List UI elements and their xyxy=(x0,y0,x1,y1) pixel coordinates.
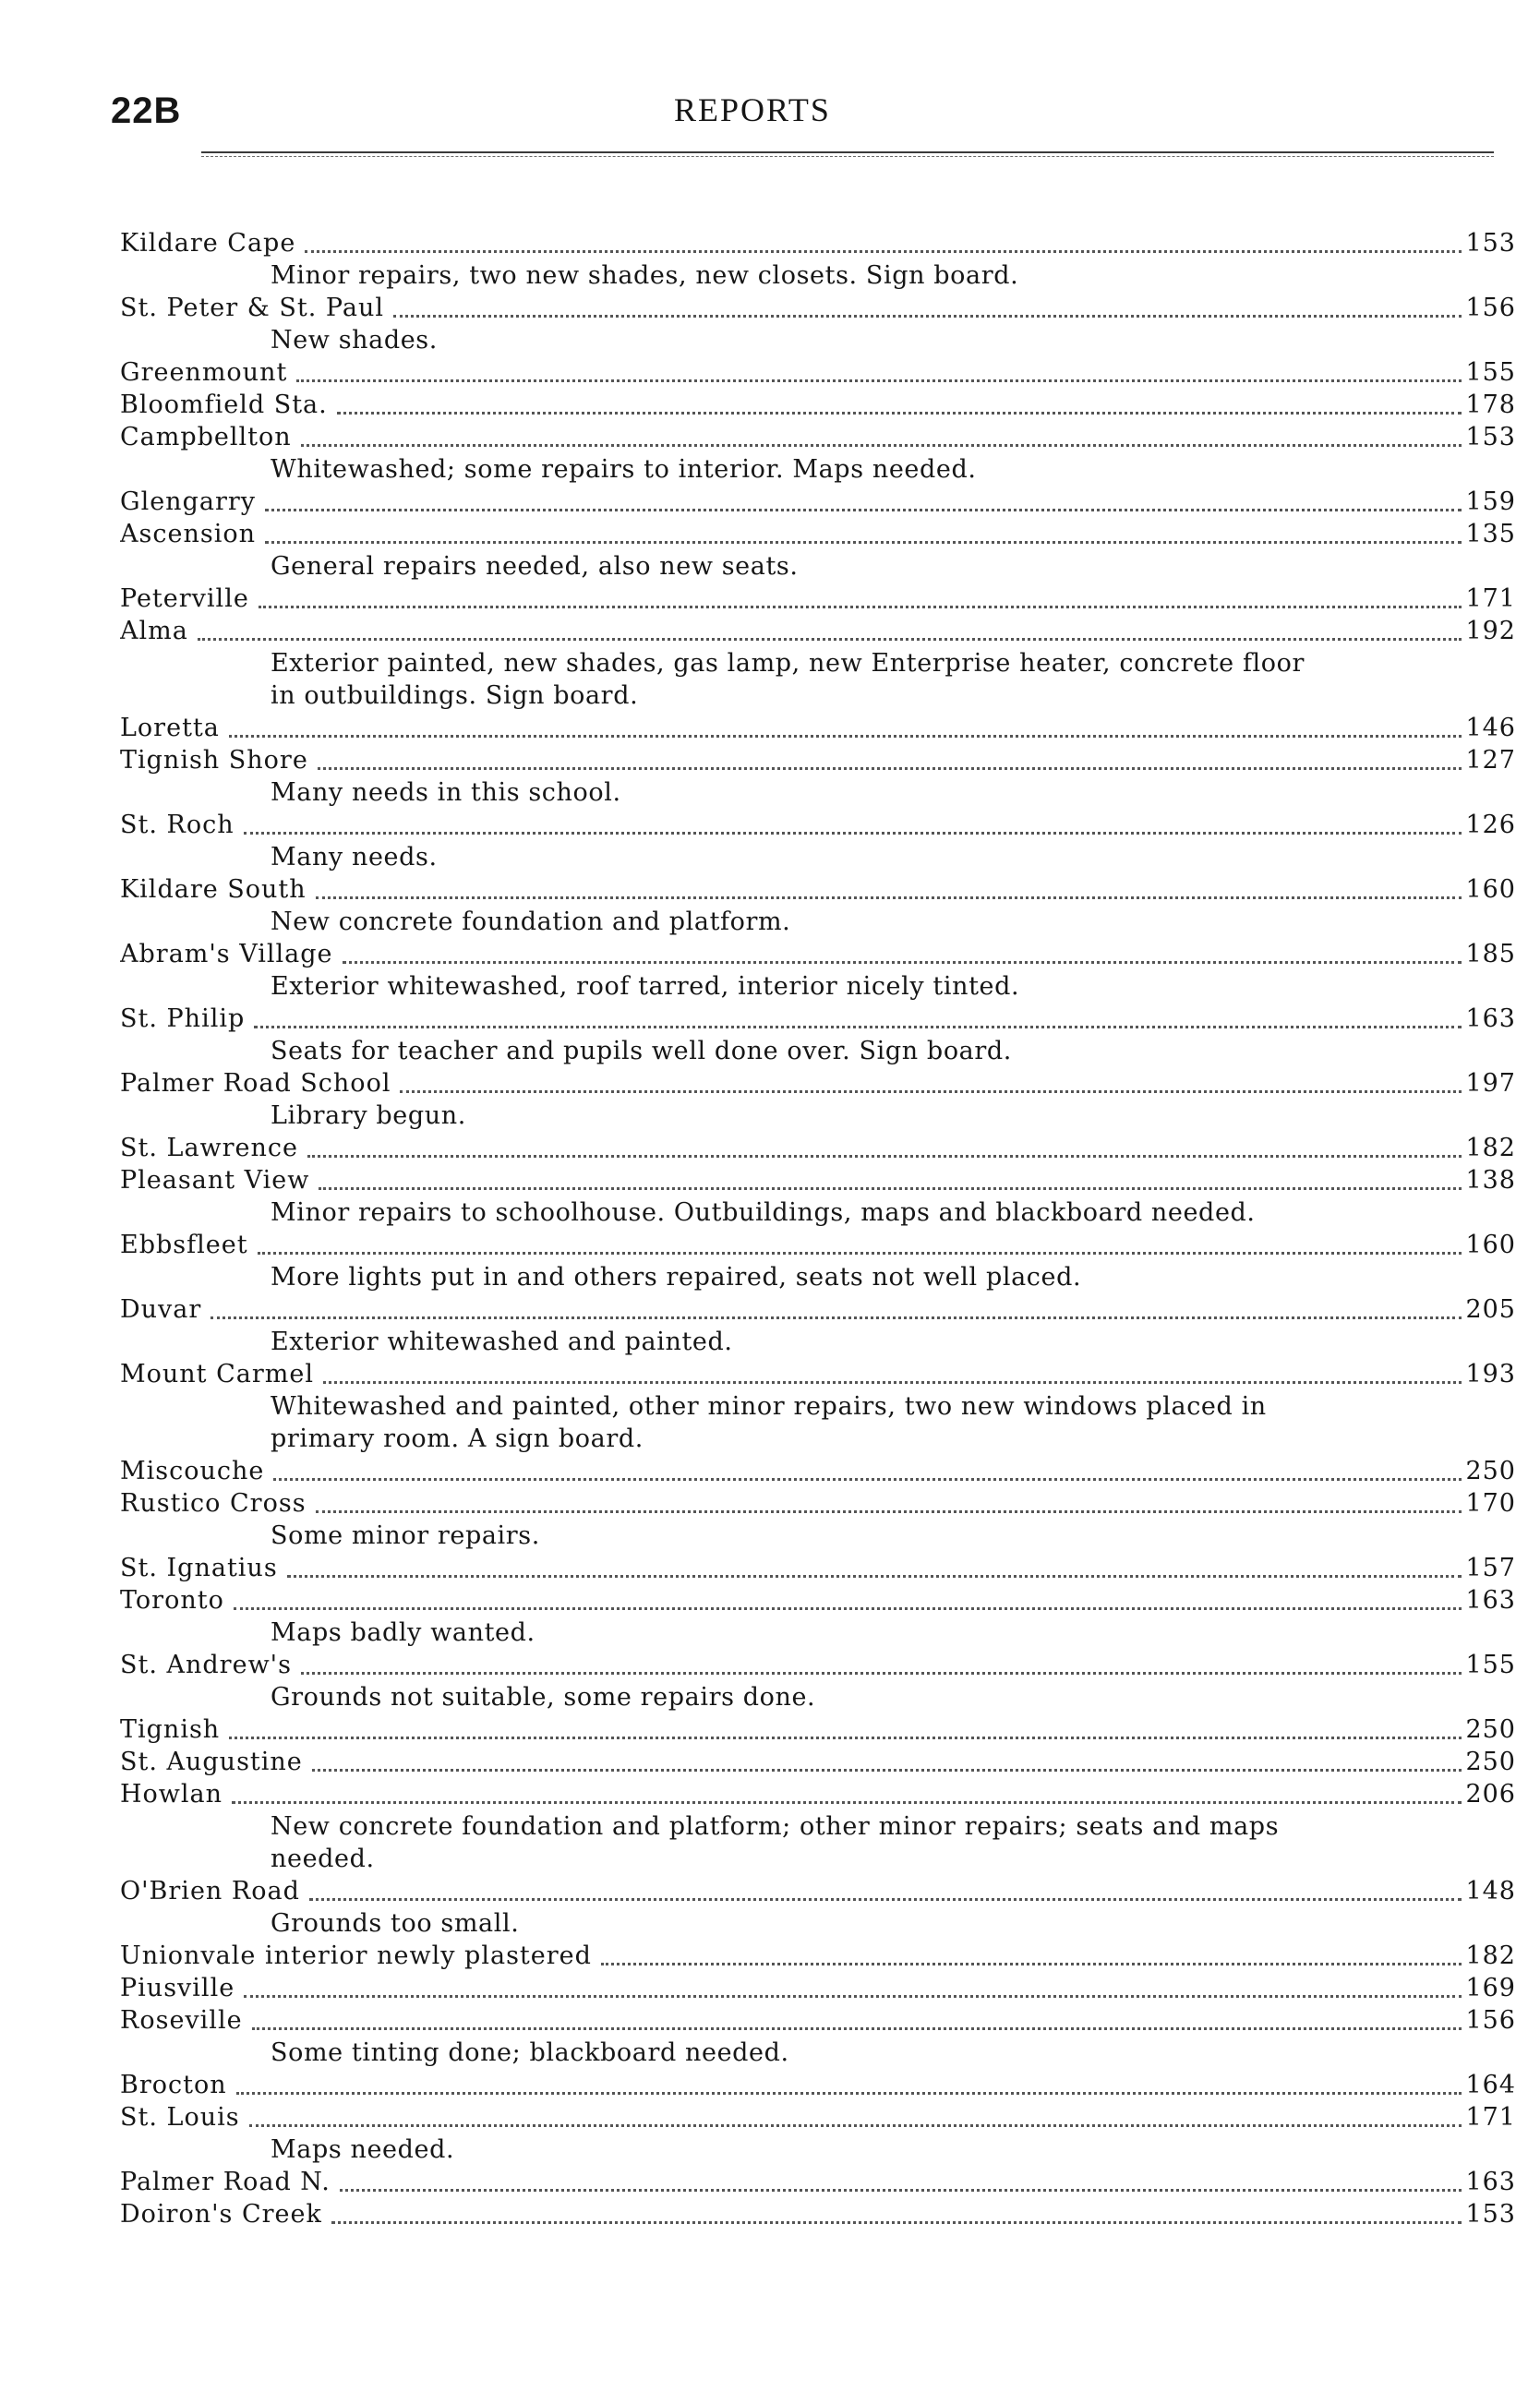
dot-leader xyxy=(312,1769,1462,1772)
school-name: Glengarry xyxy=(120,487,257,516)
page-reference: 178 xyxy=(1465,391,1516,419)
school-name: Alma xyxy=(120,617,188,645)
school-name: Peterville xyxy=(120,584,249,613)
page-reference: 126 xyxy=(1465,811,1516,839)
school-name: Toronto xyxy=(120,1586,224,1615)
school-name: St. Roch xyxy=(120,811,235,839)
school-name: Brocton xyxy=(120,2071,227,2099)
report-note: General repairs needed, also new seats. xyxy=(271,552,799,581)
page-reference: 169 xyxy=(1465,1974,1516,2002)
page-reference: 148 xyxy=(1465,1877,1516,1905)
page-reference: 156 xyxy=(1465,294,1516,322)
school-name: O'Brien Road xyxy=(120,1877,300,1905)
dot-leader xyxy=(296,379,1462,382)
page-reference: 156 xyxy=(1465,2006,1516,2035)
school-name: Rustico Cross xyxy=(120,1489,307,1518)
school-entry xyxy=(120,292,1516,324)
page-reference: 182 xyxy=(1465,1941,1516,1970)
dot-leader xyxy=(323,1381,1462,1384)
report-note: Maps needed. xyxy=(271,2135,455,2164)
school-entry xyxy=(120,1649,1516,1681)
dot-leader xyxy=(316,896,1462,899)
school-entry xyxy=(120,2069,1516,2101)
dot-leader xyxy=(337,412,1462,415)
dot-leader xyxy=(244,1995,1462,1998)
dot-leader xyxy=(236,2092,1462,2095)
report-note: Grounds too small. xyxy=(271,1909,520,1938)
dot-leader xyxy=(273,1478,1462,1481)
school-name: Doiron's Creek xyxy=(120,2200,322,2229)
school-entry xyxy=(120,938,1516,970)
school-name: Roseville xyxy=(120,2006,243,2035)
header-rule xyxy=(201,151,1494,157)
page-reference: 171 xyxy=(1465,2103,1516,2132)
school-name: Palmer Road School xyxy=(120,1069,391,1098)
school-name: Campbellton xyxy=(120,423,292,451)
dot-leader xyxy=(343,961,1462,964)
dot-leader xyxy=(265,509,1462,511)
dot-leader xyxy=(249,2124,1462,2127)
report-note: New concrete foundation and platform. xyxy=(271,908,791,936)
school-name: Tignish xyxy=(120,1715,221,1744)
page-reference: 127 xyxy=(1465,746,1516,775)
school-name: St. Lawrence xyxy=(120,1134,299,1162)
dot-leader xyxy=(265,541,1462,544)
running-head: REPORTS xyxy=(674,91,831,128)
report-note: More lights put in and others repaired, seats not well placed. xyxy=(271,1263,1082,1292)
page-reference: 164 xyxy=(1465,2071,1516,2099)
school-entry xyxy=(120,1067,1516,1100)
school-name: St. Peter & St. Paul xyxy=(120,294,384,322)
school-entry xyxy=(120,1552,1516,1584)
school-entry xyxy=(120,1229,1516,1261)
school-entry xyxy=(120,1875,1516,1907)
report-note: needed. xyxy=(271,1845,375,1873)
school-entry xyxy=(120,389,1516,421)
school-name: Ascension xyxy=(120,520,256,548)
report-note: Grounds not suitable, some repairs done. xyxy=(271,1683,816,1712)
school-name: Howlan xyxy=(120,1780,223,1809)
dot-leader xyxy=(252,2027,1462,2030)
page-reference: 250 xyxy=(1465,1748,1516,1776)
report-note: Library begun. xyxy=(271,1101,466,1130)
school-entry xyxy=(120,1164,1516,1196)
school-entry xyxy=(120,518,1516,550)
page-number: 22B xyxy=(111,90,182,131)
school-name: Unionvale interior newly plastered xyxy=(120,1941,592,1970)
dot-leader xyxy=(316,1510,1462,1513)
page-reference: 193 xyxy=(1465,1360,1516,1388)
page-reference: 170 xyxy=(1465,1489,1516,1518)
school-entry xyxy=(120,809,1516,841)
report-note: Whitewashed; some repairs to interior. Maps needed. xyxy=(271,455,977,484)
report-note: New shades. xyxy=(271,326,438,355)
school-name: St. Ignatius xyxy=(120,1554,278,1582)
report-note: Whitewashed and painted, other minor repairs, two new windows placed in xyxy=(271,1392,1267,1421)
page-header xyxy=(111,90,1523,146)
school-entry xyxy=(120,2166,1516,2198)
school-entry xyxy=(120,712,1516,744)
report-note: primary room. A sign board. xyxy=(271,1424,644,1453)
school-entry xyxy=(120,356,1516,389)
page-reference: 197 xyxy=(1465,1069,1516,1098)
report-note: Some tinting done; blackboard needed. xyxy=(271,2038,789,2067)
school-entry xyxy=(120,1132,1516,1164)
page-reference: 185 xyxy=(1465,940,1516,968)
school-name: Miscouche xyxy=(120,1457,265,1485)
school-entry xyxy=(120,1487,1516,1520)
report-note: Some minor repairs. xyxy=(271,1521,540,1550)
school-entry xyxy=(120,1358,1516,1390)
school-name: Kildare Cape xyxy=(120,229,296,258)
school-entry xyxy=(120,2198,1516,2230)
report-note: Minor repairs, two new shades, new closets. Sign board. xyxy=(271,261,1019,290)
report-note: Exterior whitewashed, roof tarred, interior nicely tinted. xyxy=(271,972,1020,1001)
report-note: Minor repairs to schoolhouse. Outbuildings, maps and blackboard needed. xyxy=(271,1198,1256,1227)
dot-leader xyxy=(601,1963,1462,1965)
dot-leader xyxy=(307,1155,1462,1158)
report-note: Many needs. xyxy=(271,843,438,871)
dot-leader xyxy=(211,1316,1462,1319)
school-entry xyxy=(120,486,1516,518)
school-entry xyxy=(120,421,1516,453)
school-name: Loretta xyxy=(120,714,220,742)
report-note: Exterior whitewashed and painted. xyxy=(271,1328,733,1356)
dot-leader xyxy=(259,606,1462,608)
dot-leader xyxy=(331,2221,1462,2224)
page-reference: 155 xyxy=(1465,1651,1516,1679)
school-entry xyxy=(120,1746,1516,1778)
school-name: Mount Carmel xyxy=(120,1360,314,1388)
page-reference: 146 xyxy=(1465,714,1516,742)
page-reference: 155 xyxy=(1465,358,1516,387)
school-entry xyxy=(120,744,1516,776)
page-reference: 206 xyxy=(1465,1780,1516,1809)
page-reference: 153 xyxy=(1465,423,1516,451)
dot-leader xyxy=(287,1575,1462,1578)
page-reference: 160 xyxy=(1465,875,1516,904)
school-entry xyxy=(120,227,1516,259)
school-name: Duvar xyxy=(120,1295,202,1324)
school-entry xyxy=(120,2004,1516,2037)
page-reference: 163 xyxy=(1465,1586,1516,1615)
page-reference: 159 xyxy=(1465,487,1516,516)
dot-leader xyxy=(318,767,1462,770)
dot-leader xyxy=(254,1026,1462,1028)
page-reference: 138 xyxy=(1465,1166,1516,1195)
dot-leader xyxy=(319,1187,1462,1190)
dot-leader xyxy=(258,1252,1462,1255)
school-name: St. Philip xyxy=(120,1004,246,1033)
school-name: Piusville xyxy=(120,1974,235,2002)
report-note: New concrete foundation and platform; other minor repairs; seats and maps xyxy=(271,1812,1280,1841)
school-name: Pleasant View xyxy=(120,1166,310,1195)
school-entry xyxy=(120,615,1516,647)
school-entry xyxy=(120,2101,1516,2134)
school-name: Greenmount xyxy=(120,358,288,387)
page-reference: 153 xyxy=(1465,229,1516,258)
school-name: Ebbsfleet xyxy=(120,1231,248,1259)
dot-leader xyxy=(309,1898,1462,1901)
school-entry xyxy=(120,1972,1516,2004)
school-entry xyxy=(120,583,1516,615)
school-entry xyxy=(120,1940,1516,1972)
page-reference: 182 xyxy=(1465,1134,1516,1162)
report-note: Seats for teacher and pupils well done over. Sign board. xyxy=(271,1037,1012,1065)
school-report-list xyxy=(120,227,1516,2230)
dot-leader xyxy=(229,735,1462,738)
page-reference: 153 xyxy=(1465,2200,1516,2229)
page-reference: 250 xyxy=(1465,1715,1516,1744)
page-reference: 205 xyxy=(1465,1295,1516,1324)
school-name: St. Andrew's xyxy=(120,1651,292,1679)
school-entry xyxy=(120,1713,1516,1746)
page-reference: 160 xyxy=(1465,1231,1516,1259)
dot-leader xyxy=(244,832,1462,835)
dot-leader xyxy=(198,638,1462,641)
report-note: Maps badly wanted. xyxy=(271,1618,535,1647)
dot-leader xyxy=(301,444,1462,447)
dot-leader xyxy=(229,1737,1462,1739)
school-entry xyxy=(120,1584,1516,1617)
page-reference: 163 xyxy=(1465,1004,1516,1033)
school-name: Palmer Road N. xyxy=(120,2168,331,2196)
dot-leader xyxy=(305,250,1462,253)
report-note: Exterior painted, new shades, gas lamp, new Enterprise heater, concrete floor xyxy=(271,649,1305,678)
page-reference: 135 xyxy=(1465,520,1516,548)
school-entry xyxy=(120,1778,1516,1810)
school-name: Abram's Village xyxy=(120,940,333,968)
school-name: St. Louis xyxy=(120,2103,240,2132)
school-entry xyxy=(120,873,1516,906)
dot-leader xyxy=(400,1090,1462,1093)
dot-leader xyxy=(340,2189,1462,2192)
school-name: Bloomfield Sta. xyxy=(120,391,328,419)
page-reference: 157 xyxy=(1465,1554,1516,1582)
report-note: Many needs in this school. xyxy=(271,778,621,807)
report-note: in outbuildings. Sign board. xyxy=(271,681,639,710)
dot-leader xyxy=(393,315,1462,318)
school-entry xyxy=(120,1293,1516,1326)
page-reference: 250 xyxy=(1465,1457,1516,1485)
school-name: St. Augustine xyxy=(120,1748,303,1776)
school-name: Kildare South xyxy=(120,875,307,904)
page-reference: 192 xyxy=(1465,617,1516,645)
page-reference: 163 xyxy=(1465,2168,1516,2196)
page-reference: 171 xyxy=(1465,584,1516,613)
dot-leader xyxy=(234,1607,1462,1610)
school-entry xyxy=(120,1455,1516,1487)
dot-leader xyxy=(301,1672,1462,1675)
school-entry xyxy=(120,1003,1516,1035)
dot-leader xyxy=(232,1801,1462,1804)
school-name: Tignish Shore xyxy=(120,746,308,775)
